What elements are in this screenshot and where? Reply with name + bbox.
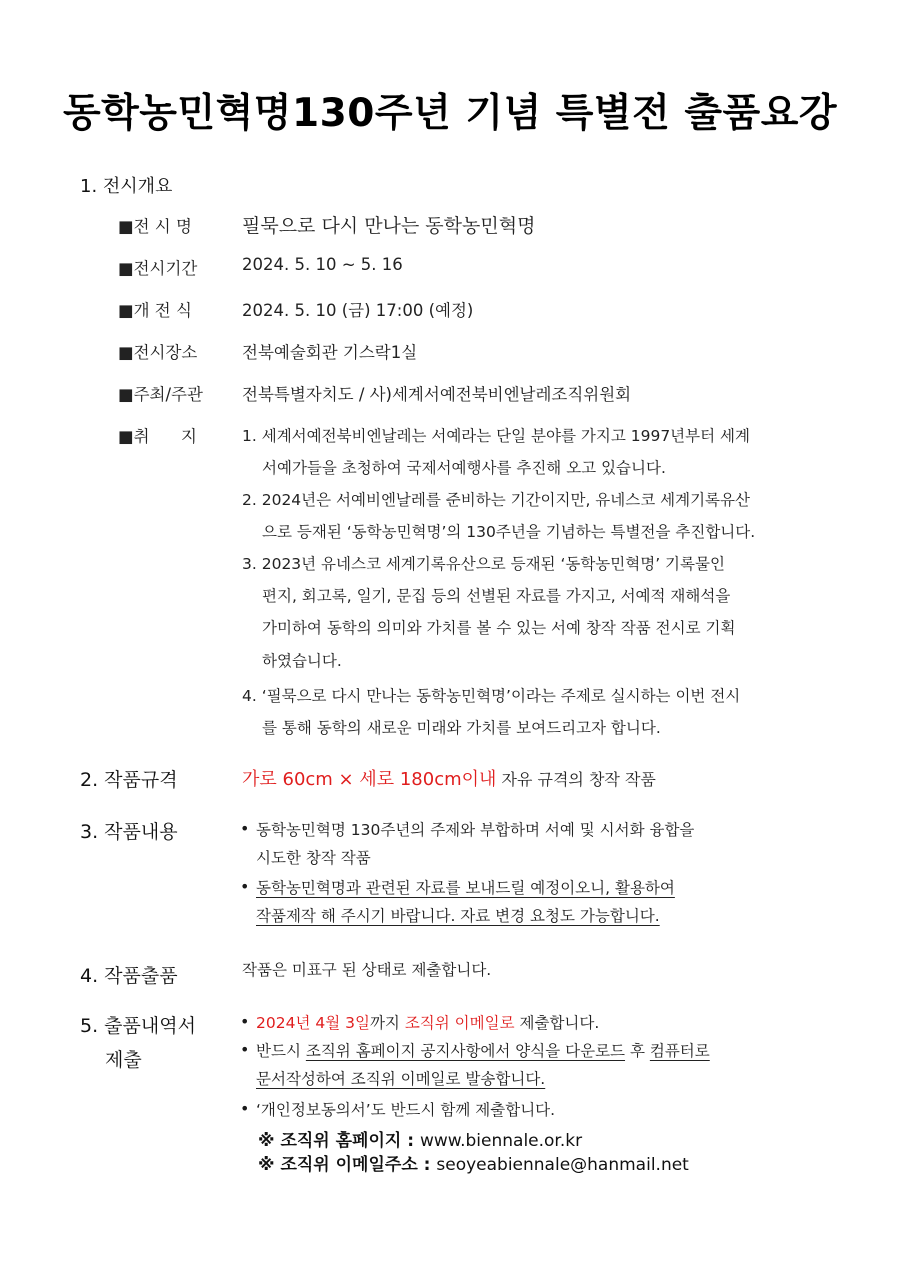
- content-line-underlined: 동학농민혁명과 관련된 자료를 보내드릴 예정이오니, 활용하여: [256, 879, 675, 897]
- bullet-dot: •: [240, 1099, 250, 1118]
- bullet-dot: •: [240, 819, 250, 838]
- row-label: ■전 시 명: [118, 217, 192, 236]
- host-value: 전북특별자치도 / 사)세계서예전북비엔날레조직위원회: [242, 385, 632, 404]
- purpose-line: 하였습니다.: [262, 652, 342, 670]
- instruction-underlined: 컴퓨터로: [649, 1042, 710, 1060]
- venue-value: 전북예술회관 기스락1실: [242, 343, 418, 362]
- deadline-text: 까지: [369, 1014, 405, 1032]
- bullet-dot: •: [240, 1040, 250, 1059]
- section-1-heading: 1. 전시개요: [80, 176, 173, 197]
- instruction-line: [256, 1039, 710, 1061]
- purpose-line: 으로 등재된 ‘동학농민혁명’의 130주년을 기념하는 특별전을 추진합니다.: [262, 523, 756, 541]
- purpose-line: 3. 2023년 유네스코 세계기록유산으로 등재된 ‘동학농민혁명’ 기록물인: [242, 555, 725, 573]
- deadline-date: 2024년 4월 3일: [256, 1014, 370, 1032]
- submission-text: 작품은 미표구 된 상태로 제출합니다.: [242, 961, 492, 979]
- instruction-line-underlined: 문서작성하여 조직위 이메일로 발송합니다.: [256, 1070, 546, 1088]
- purpose-line: 를 통해 동학의 새로운 미래와 가치를 보여드리고자 합니다.: [262, 719, 661, 737]
- homepage-url[interactable]: www.biennale.or.kr: [419, 1131, 583, 1151]
- deadline-text-end: 제출합니다.: [514, 1014, 600, 1032]
- deadline-line: [256, 1011, 599, 1033]
- row-label: ■취 지: [118, 427, 197, 446]
- row-label: ■개 전 식: [118, 301, 192, 320]
- size-spec-highlight: 가로 60cm × 세로 180cm이내: [242, 769, 497, 790]
- row-label: ■주최/주관: [118, 385, 203, 404]
- size-spec-rest: 자유 규격의 창작 작품: [496, 770, 656, 789]
- purpose-line: 2. 2024년은 서예비엔날레를 준비하는 기간이지만, 유네스코 세계기록유산: [242, 491, 750, 509]
- deadline-method: 조직위 이메일로: [404, 1014, 515, 1032]
- bullet-dot: •: [240, 1012, 250, 1031]
- email-address[interactable]: seoyeabiennale@hanmail.net: [436, 1155, 689, 1175]
- content-line: 동학농민혁명 130주년의 주제와 부합하며 서예 및 시서화 융합을: [256, 821, 695, 839]
- purpose-line: 4. ‘필묵으로 다시 만나는 동학농민혁명’이라는 주제로 실시하는 이번 전시: [242, 687, 741, 705]
- section-2-heading: 2. 작품규격: [80, 769, 178, 791]
- row-label: ■전시장소: [118, 343, 198, 362]
- content-line: 시도한 창작 작품: [256, 849, 371, 867]
- row-label: ■전시기간: [118, 259, 198, 278]
- email-note: [258, 1150, 689, 1175]
- section-5-heading-cont: 제출: [105, 1049, 142, 1071]
- instruction-text: 후: [625, 1042, 650, 1060]
- instruction-text: 반드시: [256, 1042, 306, 1060]
- purpose-line: 가미하여 동학의 의미와 가치를 볼 수 있는 서예 창작 작품 전시로 기획: [262, 619, 736, 637]
- section-4-heading: 4. 작품출품: [80, 965, 178, 987]
- consent-line: ‘개인정보동의서’도 반드시 함께 제출합니다.: [256, 1101, 556, 1119]
- purpose-line: 1. 세계서예전북비엔날레는 서예라는 단일 분야를 가지고 1997년부터 세계: [242, 427, 750, 445]
- email-label: ※ 조직위 이메일주소 :: [258, 1155, 437, 1175]
- period-value: 2024. 5. 10 ~ 5. 16: [242, 255, 403, 274]
- document-title: 동학농민혁명130주년 기념 특별전 출품요강: [62, 91, 838, 136]
- section-3-heading: 3. 작품내용: [80, 821, 178, 843]
- size-spec: [242, 765, 656, 791]
- purpose-line: 편지, 회고록, 일기, 문집 등의 선별된 자료를 가지고, 서예적 재해석을: [262, 587, 731, 605]
- homepage-label: ※ 조직위 홈페이지 :: [258, 1131, 420, 1151]
- purpose-line: 서예가들을 초청하여 국제서예행사를 추진해 오고 있습니다.: [262, 459, 666, 477]
- content-line-underlined: 작품제작 해 주시기 바랍니다. 자료 변경 요청도 가능합니다.: [256, 907, 660, 925]
- section-5-heading: 5. 출품내역서: [80, 1015, 196, 1037]
- bullet-dot: •: [240, 877, 250, 896]
- opening-value: 2024. 5. 10 (금) 17:00 (예정): [242, 301, 474, 320]
- exhibition-title-value: 필묵으로 다시 만나는 동학농민혁명: [242, 215, 536, 237]
- instruction-underlined: 조직위 홈페이지 공지사항에서 양식을 다운로드: [305, 1042, 626, 1060]
- homepage-note: [258, 1126, 582, 1151]
